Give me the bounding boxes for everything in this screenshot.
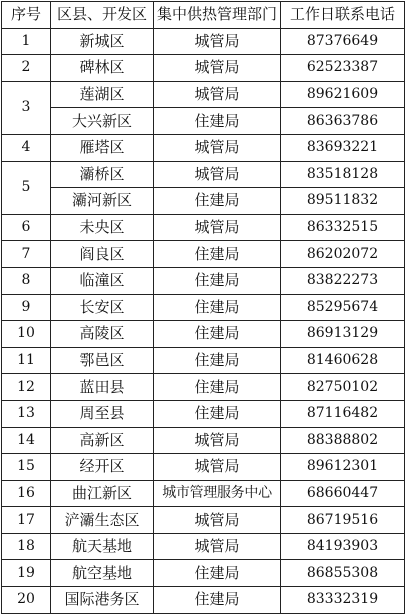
header-department: 集中供热管理部门 bbox=[154, 2, 281, 29]
heating-contact-table bbox=[1, 1, 405, 614]
district-cell: 灞桥区 bbox=[51, 161, 154, 188]
phone-cell: 88388802 bbox=[281, 427, 405, 454]
department-cell: 住建局 bbox=[154, 560, 281, 587]
serial-number-cell: 14 bbox=[2, 427, 51, 454]
heating-contact-table-container bbox=[1, 1, 405, 614]
table-row bbox=[2, 108, 405, 135]
phone-cell: 86363786 bbox=[281, 108, 405, 135]
district-cell: 蓝田县 bbox=[51, 374, 154, 401]
serial-number-cell: 4 bbox=[2, 134, 51, 161]
table-row bbox=[2, 81, 405, 108]
header-row bbox=[2, 2, 405, 29]
district-cell: 长安区 bbox=[51, 294, 154, 321]
phone-cell: 83332319 bbox=[281, 587, 405, 614]
table-row bbox=[2, 28, 405, 55]
phone-cell: 86719516 bbox=[281, 507, 405, 534]
phone-cell: 86913129 bbox=[281, 321, 405, 348]
table-row bbox=[2, 533, 405, 560]
department-cell: 城管局 bbox=[154, 214, 281, 241]
department-cell: 住建局 bbox=[154, 587, 281, 614]
table-row bbox=[2, 321, 405, 348]
district-cell: 碑林区 bbox=[51, 55, 154, 82]
phone-cell: 83693221 bbox=[281, 134, 405, 161]
department-cell: 城市管理服务中心 bbox=[154, 480, 281, 507]
table-row bbox=[2, 400, 405, 427]
district-cell: 航空基地 bbox=[51, 560, 154, 587]
department-cell: 城管局 bbox=[154, 55, 281, 82]
phone-cell: 82750102 bbox=[281, 374, 405, 401]
table-row bbox=[2, 161, 405, 188]
phone-cell: 81460628 bbox=[281, 347, 405, 374]
department-cell: 住建局 bbox=[154, 241, 281, 268]
serial-number-cell: 20 bbox=[2, 587, 51, 614]
table-row bbox=[2, 55, 405, 82]
department-cell: 城管局 bbox=[154, 81, 281, 108]
phone-cell: 89621609 bbox=[281, 81, 405, 108]
table-row bbox=[2, 374, 405, 401]
district-cell: 临潼区 bbox=[51, 267, 154, 294]
serial-number-cell: 15 bbox=[2, 454, 51, 481]
district-cell: 未央区 bbox=[51, 214, 154, 241]
phone-cell: 86202072 bbox=[281, 241, 405, 268]
table-row bbox=[2, 214, 405, 241]
serial-number-cell: 7 bbox=[2, 241, 51, 268]
phone-cell: 84193903 bbox=[281, 533, 405, 560]
table-row bbox=[2, 188, 405, 215]
district-cell: 阎良区 bbox=[51, 241, 154, 268]
header-phone: 工作日联系电话 bbox=[281, 2, 405, 29]
district-cell: 航天基地 bbox=[51, 533, 154, 560]
phone-cell: 87116482 bbox=[281, 400, 405, 427]
district-cell: 经开区 bbox=[51, 454, 154, 481]
department-cell: 住建局 bbox=[154, 267, 281, 294]
table-body bbox=[2, 28, 405, 613]
department-cell: 城管局 bbox=[154, 427, 281, 454]
department-cell: 住建局 bbox=[154, 321, 281, 348]
serial-number-cell: 17 bbox=[2, 507, 51, 534]
district-cell: 新城区 bbox=[51, 28, 154, 55]
phone-cell: 89612301 bbox=[281, 454, 405, 481]
district-cell: 国际港务区 bbox=[51, 587, 154, 614]
serial-number-cell: 1 bbox=[2, 28, 51, 55]
phone-cell: 62523387 bbox=[281, 55, 405, 82]
serial-number-cell: 19 bbox=[2, 560, 51, 587]
district-cell: 鄠邑区 bbox=[51, 347, 154, 374]
header-serial-number: 序号 bbox=[2, 2, 51, 29]
district-cell: 莲湖区 bbox=[51, 81, 154, 108]
department-cell: 城管局 bbox=[154, 454, 281, 481]
serial-number-cell: 18 bbox=[2, 533, 51, 560]
phone-cell: 86332515 bbox=[281, 214, 405, 241]
district-cell: 高陵区 bbox=[51, 321, 154, 348]
table-row bbox=[2, 427, 405, 454]
phone-cell: 83518128 bbox=[281, 161, 405, 188]
table-row bbox=[2, 480, 405, 507]
department-cell: 城管局 bbox=[154, 28, 281, 55]
department-cell: 城管局 bbox=[154, 161, 281, 188]
department-cell: 住建局 bbox=[154, 294, 281, 321]
header-district: 区县、开发区 bbox=[51, 2, 154, 29]
table-header bbox=[2, 2, 405, 29]
phone-cell: 86855308 bbox=[281, 560, 405, 587]
phone-cell: 87376649 bbox=[281, 28, 405, 55]
district-cell: 浐灞生态区 bbox=[51, 507, 154, 534]
district-cell: 高新区 bbox=[51, 427, 154, 454]
district-cell: 大兴新区 bbox=[51, 108, 154, 135]
phone-cell: 83822273 bbox=[281, 267, 405, 294]
table-row bbox=[2, 347, 405, 374]
phone-cell: 89511832 bbox=[281, 188, 405, 215]
serial-number-cell: 5 bbox=[2, 161, 51, 214]
department-cell: 住建局 bbox=[154, 374, 281, 401]
district-cell: 曲江新区 bbox=[51, 480, 154, 507]
serial-number-cell: 8 bbox=[2, 267, 51, 294]
phone-cell: 85295674 bbox=[281, 294, 405, 321]
department-cell: 住建局 bbox=[154, 400, 281, 427]
department-cell: 住建局 bbox=[154, 188, 281, 215]
district-cell: 周至县 bbox=[51, 400, 154, 427]
department-cell: 住建局 bbox=[154, 347, 281, 374]
table-row bbox=[2, 241, 405, 268]
district-cell: 灞河新区 bbox=[51, 188, 154, 215]
serial-number-cell: 9 bbox=[2, 294, 51, 321]
serial-number-cell: 13 bbox=[2, 400, 51, 427]
serial-number-cell: 6 bbox=[2, 214, 51, 241]
department-cell: 城管局 bbox=[154, 533, 281, 560]
district-cell: 雁塔区 bbox=[51, 134, 154, 161]
table-row bbox=[2, 507, 405, 534]
table-row bbox=[2, 267, 405, 294]
serial-number-cell: 16 bbox=[2, 480, 51, 507]
department-cell: 城管局 bbox=[154, 507, 281, 534]
serial-number-cell: 2 bbox=[2, 55, 51, 82]
table-row bbox=[2, 134, 405, 161]
serial-number-cell: 10 bbox=[2, 321, 51, 348]
department-cell: 城管局 bbox=[154, 134, 281, 161]
serial-number-cell: 11 bbox=[2, 347, 51, 374]
table-row bbox=[2, 587, 405, 614]
table-row bbox=[2, 454, 405, 481]
phone-cell: 68660447 bbox=[281, 480, 405, 507]
serial-number-cell: 12 bbox=[2, 374, 51, 401]
table-row bbox=[2, 294, 405, 321]
serial-number-cell: 3 bbox=[2, 81, 51, 134]
department-cell: 住建局 bbox=[154, 108, 281, 135]
